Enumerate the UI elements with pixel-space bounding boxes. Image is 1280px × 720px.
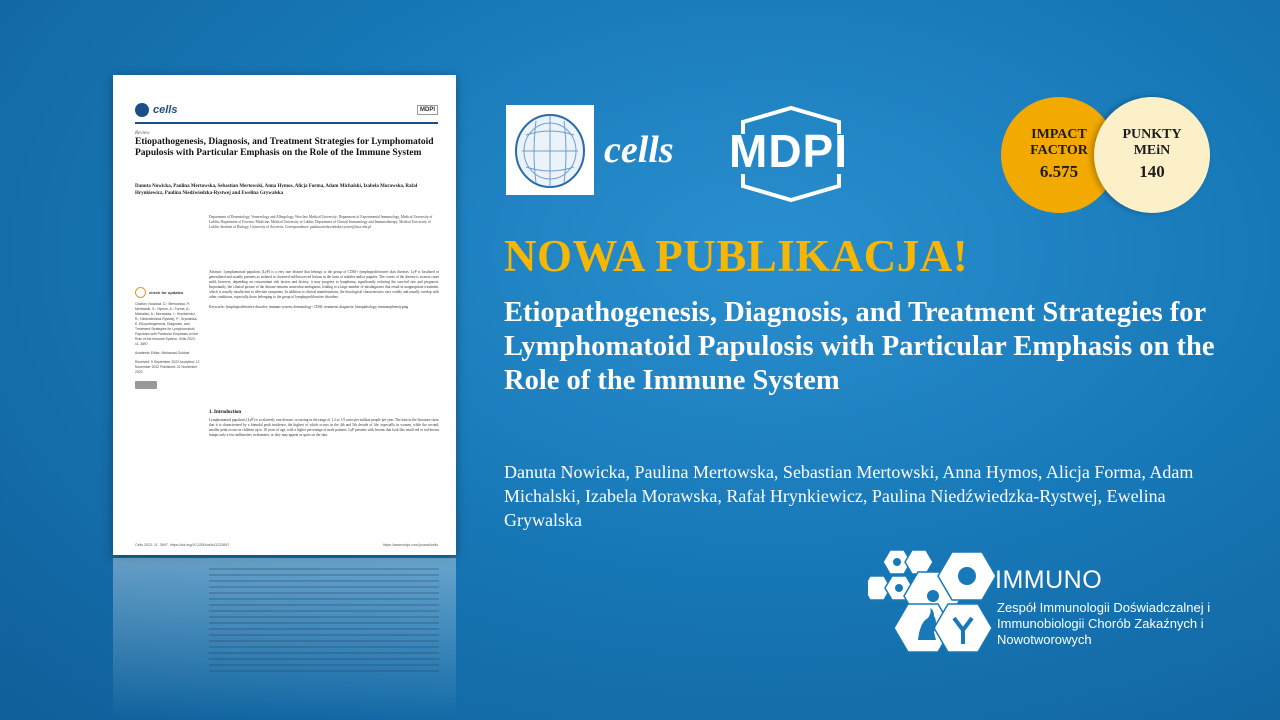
cell-icon — [506, 105, 594, 195]
cc-license-icon — [135, 381, 157, 389]
article-type: Review — [135, 131, 150, 136]
immuno-hexagon-logo-icon — [868, 548, 998, 660]
immuno-team-description: Zespół Immunologii Doświadczalnej i Immunobiologii Chorób Zakaźnych i Nowotworowych — [997, 600, 1211, 647]
check-updates-label: check for updates — [149, 290, 184, 295]
article-affiliations: Department of Dermatology, Venereology and Allergology, Wroclaw Medical University; Department of Experimental Immunology, Medical University of Lublin; Department of Forensic Medicine, Medical University of Lublin; Department of Clinical Immunology and Immunotherapy, Medical University of Lublin; Institute of Biology, University of Szczecin; Correspondence: paulina.niedzwiedzka-rystwej@usz.edu.pl — [209, 215, 433, 229]
citation-text: Citation: Nowicka, D.; Mertowska, P.; Mertowski, S.; Hymos, A.; Forma, A.; Michalski, A.; Morawska, I.; Hrynkiewicz, R.; Niedźwiedzka-Rystwej, P.; Grywalska, E. Etiopathogenesis, Diagnosis, and Treatment Strategies for Lymphomatoid Papulosis with Particular Emphasis on the Role of the Immune System. Cells 2022, 11, 3697. — [135, 302, 199, 346]
mdpi-wordmark: MDPI — [729, 125, 848, 177]
abstract-text: Abstract: Lymphomatoid papulosis (LyP) is a very rare disease that belongs to the group of CD30+ lymphoproliferative skin diseases. LyP is localized or generalized and usually presents as isolated or clustered red/brown-red lesions in the form of nodules and/or papules. The course of the disease is in most cases mild; however, depending on concomitant risk factors and history, it may progress to lymphoma, significantly reducing the survival rate and prognosis. Importantly, the clinical picture of the disease remains somewhat ambiguous, leading to a large number of misdiagnoses that result in inappropriate treatment, which is usually insufficient to alleviate symptoms. In addition to clinical manifestations, the histological characteristics vary widely and usually overlap with other conditions, especially those belonging to the group of lymphoproliferative disorders. — [209, 270, 439, 299]
check-updates-icon — [135, 287, 146, 298]
impact-factor-value: 6.575 — [1039, 162, 1079, 181]
page-footer — [135, 543, 438, 547]
article-sidebar — [135, 287, 201, 392]
paper-authors: Danuta Nowicka, Paulina Mertowska, Sebastian Mertowski, Anna Hymos, Alicja Forma, Adam Michalski, Izabela Morawska, Rafał Hrynkiewicz, Paulina Niedźwiedzka-Rystwej, Ewelina Grywalska — [504, 462, 1194, 530]
keywords-text: Keywords: lymphoproliferative disorder; immune system; dermatology; CD30; treatment; diagnosis; histopathology; immunophenotyping — [209, 305, 409, 309]
article-title: Etiopathogenesis, Diagnosis, and Treatment Strategies for Lymphomatoid Papulosis with Particular Emphasis on the Role of the Immune System — [135, 137, 434, 158]
ministry-points-badge — [1094, 97, 1210, 213]
paper-title: Etiopathogenesis, Diagnosis, and Treatment Strategies for Lymphomatoid Papulosis with Particular Emphasis on the Role of the Immune System — [504, 297, 1215, 396]
ministry-points-label: PUNKTY MEiN — [1122, 127, 1182, 158]
publisher-mark: MDPI — [417, 105, 438, 115]
section-text: Lymphomatoid papulosis (LyP) is a relatively rare disease, occurring in the range of 1.2 to 1.9 cases per million people per year. The data in the literature show that it is characterized by a bimodal peak incidence, the highest of which occurs in the 4th and 5th decade of life, especially in women, while the second, smaller peak occurs in children up to 18 years of age, with a higher percentage of male patients. LyP presents with lesions that look like small red or red-brown bumps only a few millimeters in diameter, or they may appear as spots on the skin. — [209, 418, 439, 437]
cells-wordmark: cells — [604, 129, 674, 171]
check-updates-badge — [135, 287, 201, 298]
footer-citation: Cells 2022, 11, 3697. https://doi.org/10.3390/cells11223697 — [135, 543, 230, 547]
article-introduction — [209, 410, 439, 438]
ministry-points-value: 140 — [1139, 162, 1165, 181]
academic-editor: Academic Editor: Mohamad Goldust — [135, 351, 190, 355]
paper-first-page — [113, 75, 456, 555]
immuno-team-name: IMMUNO — [995, 566, 1103, 594]
page-reflection — [113, 558, 456, 720]
cells-cell-logo — [506, 105, 594, 195]
headline: NOWA PUBLIKACJA! — [504, 231, 969, 281]
cells-logo-icon — [135, 103, 149, 117]
journal-name: cells — [153, 104, 178, 116]
header-rule — [135, 122, 438, 124]
reflection-lines — [209, 568, 439, 676]
journal-logo — [135, 103, 177, 117]
article-abstract — [209, 270, 439, 310]
section-heading: 1. Introduction — [209, 410, 242, 415]
article-authors: Danuta Nowicka, Paulina Mertowska, Sebastian Mertowski, Anna Hymos, Alicja Forma, Adam Michalski, Izabela Morawska, Rafał Hrynkiewicz, Paulina Niedźwiedzka-Rystwej and Ewelina Grywalska — [135, 184, 418, 196]
article-dates: Received: 5 September 2022 Accepted: 12 November 2022 Published: 21 November 2022 — [135, 360, 200, 374]
footer-url: https://www.mdpi.com/journal/cells — [383, 543, 438, 547]
impact-factor-label: IMPACT FACTOR — [1030, 127, 1088, 158]
